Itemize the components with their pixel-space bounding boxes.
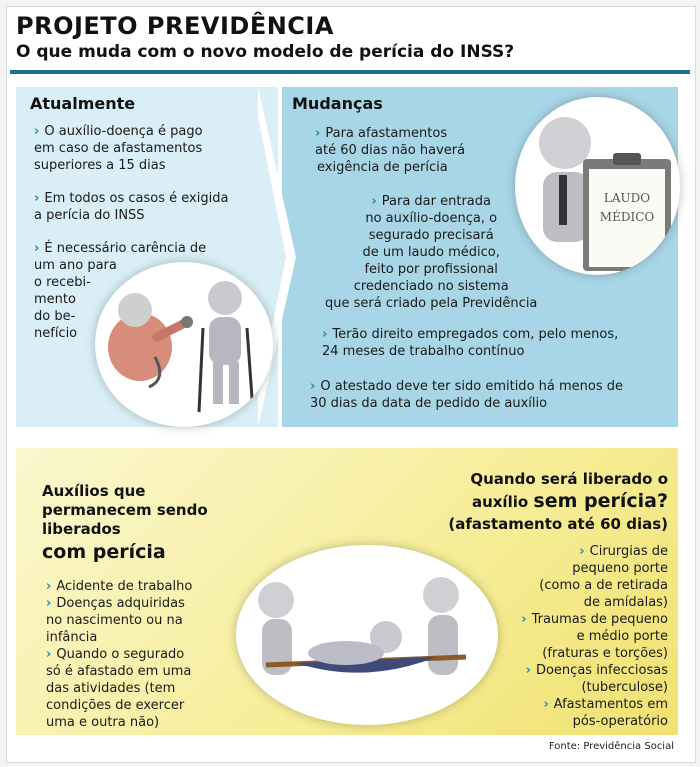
laudo-medico-illustration [515, 97, 680, 275]
arrow-bullet-icon: › [525, 663, 531, 678]
atualmente-item: › Em todos os casos é exigida a perícia do INSS [34, 191, 229, 223]
mudancas-item: › Terão direito empregados com, pelo menos, 24 meses de trabalho contínuo [322, 327, 619, 359]
mudancas-item: › Para dar entrada no auxílio-doença, o segurado precisará de um laudo médico, feito por profissional credenciado no sistema que será criado pela Previdência [325, 194, 538, 311]
arrow-bullet-icon: › [46, 647, 52, 662]
arrow-bullet-icon: › [322, 327, 328, 342]
arrow-bullet-icon: › [34, 124, 40, 139]
com-pericia-heading: Auxílios que permanecem sendo liberados com perícia [42, 482, 208, 563]
page-title: PROJETO PREVIDÊNCIA [16, 12, 334, 40]
page-subtitle: O que muda com o novo modelo de perícia do INSS? [16, 42, 515, 62]
clipboard-figure-icon [539, 117, 671, 271]
arrow-bullet-icon: › [521, 612, 527, 627]
com-pericia-list: › Acidente de trabalho › Doenças adquiridas no nascimento ou na infância › Quando o segurado só é afastado em uma das atividades (tem condições de exercer uma e outra não) [46, 579, 193, 730]
stretcher-figure-icon [258, 577, 466, 675]
arrow-bullet-icon: › [46, 596, 52, 611]
arrow-bullet-icon: › [34, 191, 40, 206]
doctor-figure-icon [108, 293, 193, 387]
sem-pericia-list: › Cirurgias de pequeno porte (como a de retirada de amídalas) › Traumas de pequeno e médio porte (fraturas e torções) › Doenças infecciosas (tuberculose) › Afastamentos em pós-operatório [521, 544, 668, 729]
arrow-bullet-icon: › [315, 126, 321, 141]
mudancas-item: › O atestado deve ter sido emitido há menos de 30 dias da data de pedido de auxílio [310, 379, 623, 411]
clipboard-line: LAUDO [603, 191, 651, 205]
crutches-figure-icon [199, 281, 253, 412]
arrow-bullet-icon: › [579, 544, 585, 559]
arrow-bullet-icon: › [543, 697, 549, 712]
sem-pericia-heading: Quando será liberado o auxílio sem perícia? (afastamento até 60 dias) [448, 470, 668, 533]
doctor-patient-illustration [95, 262, 273, 427]
atualmente-item: › O auxílio-doença é pago em caso de afastamentos superiores a 15 dias [34, 124, 203, 173]
mudancas-item: › Para afastamentos até 60 dias não haverá exigência de perícia [315, 126, 466, 175]
mudancas-heading: Mudanças [292, 94, 383, 113]
arrow-bullet-icon: › [34, 241, 40, 256]
clipboard-line: MÉDICO [599, 210, 655, 224]
source-note: Fonte: Previdência Social [548, 741, 674, 752]
stretcher-illustration [236, 545, 498, 725]
arrow-bullet-icon: › [371, 194, 377, 209]
arrow-bullet-icon: › [46, 579, 52, 594]
header-divider [10, 70, 690, 74]
atualmente-heading: Atualmente [30, 94, 136, 113]
arrow-bullet-icon: › [310, 379, 316, 394]
atualmente-item: › É necessário carência de um ano para o recebi- mento do be- nefício [34, 241, 207, 341]
